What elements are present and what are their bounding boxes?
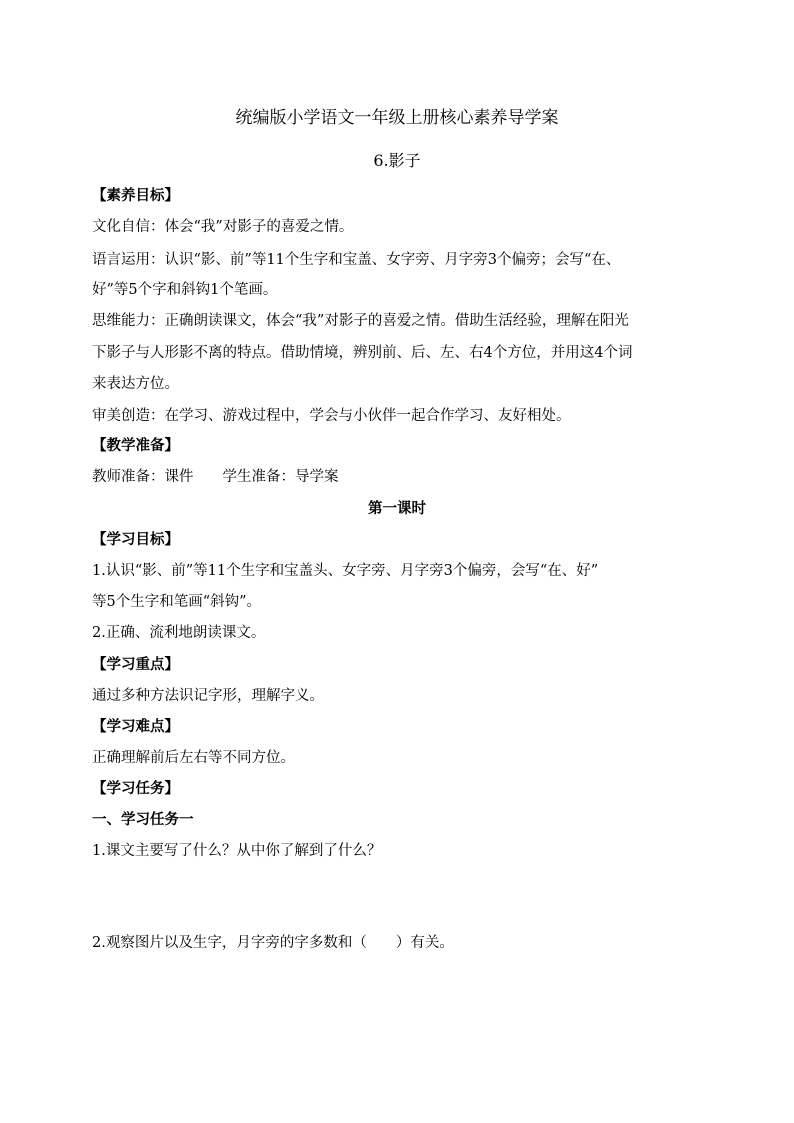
goals-heading: 【素养目标】: [92, 187, 179, 204]
study-goals-heading: 【学习目标】: [92, 531, 179, 548]
study-goal-1-line2: 等5个生字和笔画“斜钩”。: [92, 594, 262, 610]
task1-heading: 一、学习任务一: [92, 811, 194, 828]
prep-text: 教师准备：课件 学生准备：导学案: [92, 469, 339, 485]
key-heading: 【学习重点】: [92, 656, 179, 673]
study-goal-2: 2.正确、流利地朗读课文。: [92, 625, 266, 641]
study-goal-1-line1: 1.认识“影、前”等11个生字和宝盖头、女字旁、月字旁3个偏旁，会写“在、好”: [92, 563, 599, 579]
difficulty-text: 正确理解前后左右等不同方位。: [92, 750, 295, 766]
period-heading: 第一课时: [368, 500, 426, 517]
goal-language-line2: 好”等5个字和斜钩1个笔画。: [92, 282, 278, 298]
task1-question-2: 2.观察图片以及生字，月字旁的字多数和（ ）有关。: [92, 935, 454, 951]
goal-thinking-line3: 来表达方位。: [92, 376, 179, 392]
goal-language-line1: 语言运用：认识“影、前”等11个生字和宝盖、女字旁、月字旁3个偏旁；会写“在、: [92, 252, 621, 268]
goal-culture: 文化自信：体会“我”对影子的喜爱之情。: [92, 219, 354, 235]
goal-thinking-line2: 下影子与人形影不离的特点。借助情境，辨别前、后、左、右4个方位，并用这4个词: [92, 345, 633, 361]
goal-aesthetic: 审美创造：在学习、游戏过程中，学会与小伙伴一起合作学习、友好相处。: [92, 408, 571, 424]
difficulty-heading: 【学习难点】: [92, 718, 179, 735]
key-text: 通过多种方法识记字形，理解字义。: [92, 688, 324, 704]
goal-thinking-line1: 思维能力：正确朗读课文，体会“我”对影子的喜爱之情。借助生活经验，理解在阳光: [92, 313, 629, 329]
document-title: 统编版小学语文一年级上册核心素养导学案: [235, 108, 559, 128]
tasks-heading: 【学习任务】: [92, 780, 179, 797]
prep-heading: 【教学准备】: [92, 437, 179, 454]
task1-question-1: 1.课文主要写了什么？从中你了解到了什么？: [92, 843, 382, 859]
lesson-title: 6.影子: [373, 151, 421, 170]
